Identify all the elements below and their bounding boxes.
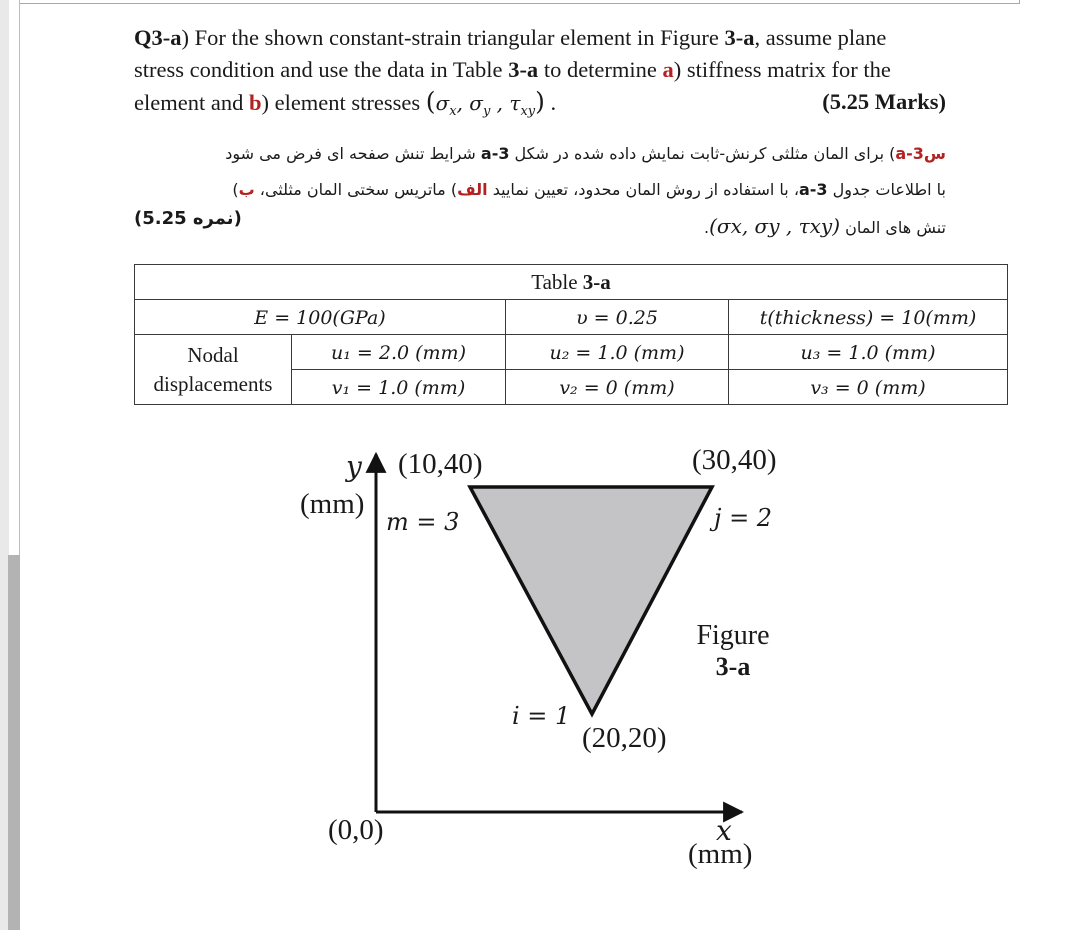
marks: (5.25 Marks) [822, 89, 946, 114]
figure-3a [290, 440, 810, 890]
cell-thickness: t(thickness) = 10(mm) [729, 300, 1008, 335]
node-j-label: j = 2 [714, 504, 773, 532]
cell-v2: v₂ = 0 (mm) [506, 370, 729, 405]
node-j-coord: (30,40) [692, 444, 777, 476]
cell-u3: u₃ = 1.0 (mm) [729, 335, 1008, 370]
figure-caption: Figure 3-a [696, 620, 770, 681]
cell-modulus: E = 100(GPa) [135, 300, 506, 335]
scrollbar[interactable] [8, 555, 20, 930]
question-id: Q3-a [134, 25, 182, 50]
page-border-top [20, 0, 1020, 4]
triangle-element [470, 487, 712, 714]
cell-poisson: υ = 0.25 [506, 300, 729, 335]
origin-label: (0,0) [328, 814, 384, 846]
data-table [134, 264, 1008, 405]
page-border-right [1019, 0, 1020, 4]
node-i-label: i = 1 [512, 702, 571, 730]
cell-v1: v₁ = 1.0 (mm) [292, 370, 506, 405]
question-line-3: element and b) element stresses ($\sigma_x$, $\sigma_y$ , $\tau_{xy}$) . (5.25 Marks) [134, 87, 946, 119]
stress-expression: ($\sigma_x$, $\sigma_y$ , $\tau_{xy}$) [425, 87, 545, 119]
node-m-label: m = 3 [386, 508, 460, 536]
cell-u2: u₂ = 1.0 (mm) [506, 335, 729, 370]
fa-marks: (5.25 نمره) [134, 208, 242, 229]
question-line-2: stress condition and use the data in Table 3-a to determine a) stiffness matrix for the [134, 57, 891, 82]
cell-v3: v₃ = 0 (mm) [729, 370, 1008, 405]
x-axis-label: x [716, 814, 732, 847]
question-line-1: Q3-a) For the shown constant-strain triangular element in Figure 3-a, assume plane [134, 25, 887, 50]
cell-u1: u₁ = 2.0 (mm) [292, 335, 506, 370]
table-caption: Table 3-a [135, 265, 1008, 300]
question-persian [134, 136, 946, 244]
x-axis-unit: (mm) [688, 838, 753, 870]
question-english [134, 22, 946, 128]
cell-nodal-label: Nodal displacements [135, 335, 292, 405]
y-axis-label: y [346, 450, 362, 483]
page-border-left [19, 0, 20, 555]
fa-line-1: س3-a) برای المان مثلثی کرنش-ثابت نمایش داده شده در شکل 3-a شرایط تنش صفحه ای فرض می شود [225, 144, 946, 163]
node-m-coord: (10,40) [398, 448, 483, 480]
fa-line-2: با اطلاعات جدول 3-a، با استفاده از روش المان محدود، تعیین نمایید الف) ماتریس سختی المان مثلثی، ب) [232, 180, 946, 199]
y-axis-unit: (mm) [300, 488, 365, 520]
node-i-coord: (20,20) [582, 722, 667, 754]
fa-line-3: تنش های المان (σx, σy , τxy). [704, 214, 946, 238]
